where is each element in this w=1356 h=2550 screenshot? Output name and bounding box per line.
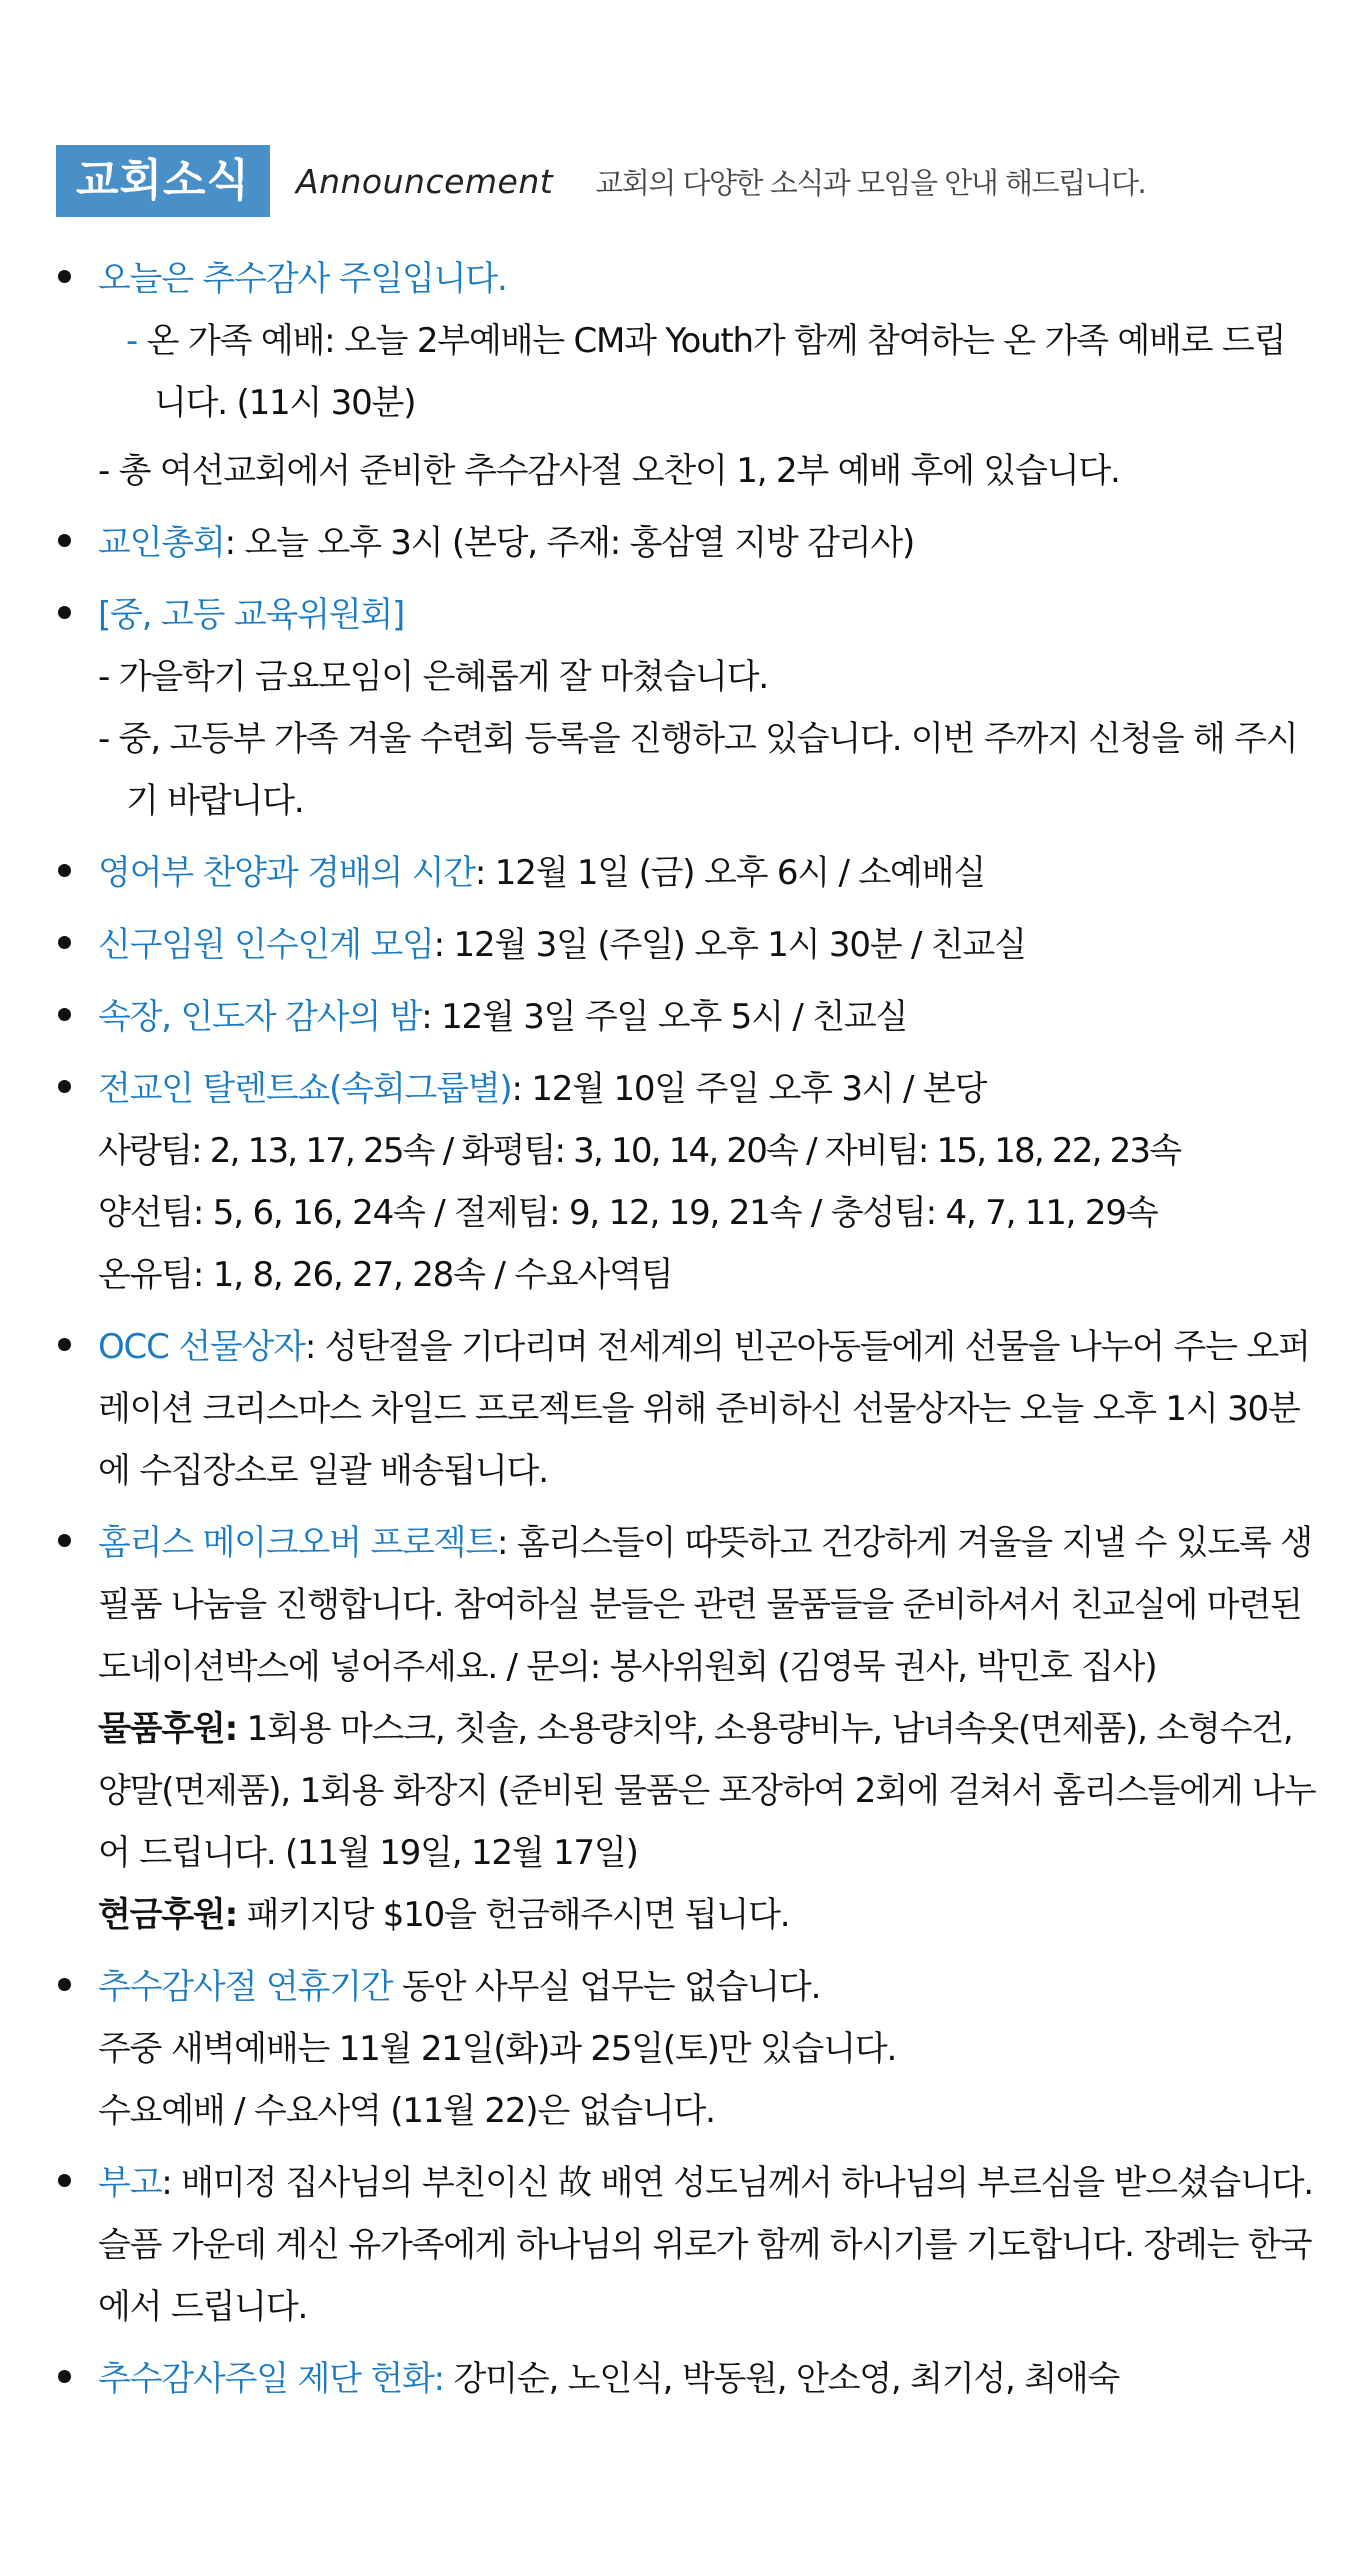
item-title: 추수감사절 연휴기간	[98, 1967, 393, 2007]
item-text: 강미순, 노인식, 박동원, 안소영, 최기성, 최애숙	[443, 2359, 1120, 2399]
item-line	[98, 1058, 1316, 1120]
goods-donation-text: 1회용 마스크, 칫솔, 소용량치약, 소용량비누, 남녀속옷(면제품), 소형수건, 양말(면제품), 1회용 화장지 (준비된 물품은 포장하여 2회에 걸쳐서 홈리스들에게 나누어 드립니다. (11월 19일, 12월 17일)	[98, 1709, 1316, 1873]
announcement-item-leaders-night	[56, 986, 1316, 1048]
item-paragraph	[98, 1512, 1316, 1698]
bullet-icon	[58, 1080, 71, 1093]
item-title: 교인총회	[98, 523, 225, 563]
bullet-icon	[58, 270, 71, 283]
item-text: : 12월 1일 (금) 오후 6시 / 소예배실	[474, 853, 985, 893]
item-text: : 홈리스들이 따뜻하고 건강하게 겨울을 지낼 수 있도록 생필품 나눔을 진행합니다. 참여하실 분들은 관련 물품들을 준비하셔서 친교실에 마련된 도네이션박스에 넣어주세요. / 문의: 봉사위원회 (김영묵 권사, 박민호 집사)	[98, 1523, 1312, 1687]
announcement-item-education-committee	[56, 584, 1316, 832]
announcement-item-english-worship	[56, 842, 1316, 904]
item-text: : 배미정 집사님의 부친이신 故 배연 성도님께서 하나님의 부르심을 받으셨습니다. 슬픔 가운데 계신 유가족에게 하나님의 위로가 함께 하시기를 기도합니다. 장례는 한국에서 드립니다.	[98, 2163, 1314, 2327]
team-list-line: 사랑팀: 2, 13, 17, 25속 / 화평팀: 3, 10, 14, 20속 / 자비팀: 15, 18, 22, 23속	[98, 1131, 1181, 1171]
team-list-line: 양선팀: 5, 6, 16, 24속 / 절제팀: 9, 12, 19, 21속 / 충성팀: 4, 7, 11, 29속	[98, 1193, 1158, 1233]
announcement-item-talent-show	[56, 1058, 1316, 1306]
item-text: : 성탄절을 기다리며 전세계의 빈곤아동들에게 선물을 나누어 주는 오퍼레이션 크리스마스 차일드 프로젝트을 위해 준비하신 선물상자는 오늘 오후 1시 30분에 수집장소로 일괄 배송됩니다.	[98, 1327, 1310, 1491]
announcement-item-general-meeting	[56, 512, 1316, 574]
item-line	[98, 1956, 1316, 2018]
item-line	[98, 842, 1316, 904]
item-line: 주중 새벽예배는 11월 21일(화)과 25일(토)만 있습니다.	[98, 2029, 897, 2069]
team-list-line: 온유팀: 1, 8, 26, 27, 28속 / 수요사역팀	[98, 1255, 673, 1295]
item-title: [중, 고등 교육위원회]	[98, 595, 405, 635]
section-english-title: Announcement	[296, 161, 554, 201]
item-line	[98, 2348, 1316, 2410]
item-title: 신구임원 인수인계 모임	[98, 925, 434, 965]
bullet-icon	[58, 936, 71, 949]
item-paragraph	[98, 2152, 1316, 2338]
item-subline: - 가을학기 금요모임이 은혜롭게 잘 마쳤습니다.	[98, 657, 768, 697]
bullet-icon	[58, 2174, 71, 2187]
bullet-icon	[58, 1008, 71, 1021]
item-line	[98, 914, 1316, 976]
item-title: OCC 선물상자	[98, 1327, 305, 1367]
dash-marker: -	[126, 321, 138, 361]
bullet-icon	[58, 1978, 71, 1991]
item-text: : 12월 10일 주일 오후 3시 / 본당	[511, 1069, 987, 1109]
item-subline-text: 온 가족 예배: 오늘 2부예배는 CM과 Youth가 함께 참여하는 온 가족 예배로 드립니다. (11시 30분)	[137, 321, 1286, 423]
item-line: 수요예배 / 수요사역 (11월 22)은 없습니다.	[98, 2091, 715, 2131]
item-title: 오늘은 추수감사 주일입니다.	[98, 259, 507, 299]
bullet-icon	[58, 1338, 71, 1351]
section-header	[56, 144, 1316, 218]
cash-donation-paragraph	[98, 1884, 1316, 1946]
announcement-item-homeless-makeover	[56, 1512, 1316, 1946]
announcement-list	[56, 248, 1316, 2410]
bullet-icon	[58, 864, 71, 877]
bullet-icon	[58, 1534, 71, 1547]
item-paragraph	[98, 1316, 1316, 1502]
item-subline: - 총 여선교회에서 준비한 추수감사절 오찬이 1, 2부 예배 후에 있습니다.	[98, 451, 1120, 491]
bullet-icon	[58, 606, 71, 619]
announcement-item-altar-flowers	[56, 2348, 1316, 2410]
announcement-item-thanksgiving	[56, 248, 1316, 502]
item-text: : 12월 3일 (주일) 오후 1시 30분 / 친교실	[433, 925, 1026, 965]
goods-donation-paragraph	[98, 1698, 1316, 1884]
item-text: 동안 사무실 업무는 없습니다.	[392, 1967, 821, 2007]
goods-donation-label: 물품후원:	[98, 1709, 237, 1749]
item-title: 전교인 탈렌트쇼(속회그룹별)	[98, 1069, 512, 1109]
announcement-item-officer-handover	[56, 914, 1316, 976]
bullet-icon	[58, 534, 71, 547]
item-title: 추수감사주일 제단 헌화:	[98, 2359, 444, 2399]
section-description: 교회의 다양한 소식과 모임을 안내 해드립니다.	[595, 165, 1146, 200]
item-title: 부고	[98, 2163, 162, 2203]
item-text: : 12월 3일 주일 오후 5시 / 친교실	[421, 997, 908, 1037]
item-text: : 오늘 오후 3시 (본당, 주재: 홍삼열 지방 감리사)	[224, 523, 915, 563]
cash-donation-text: 패키지당 $10을 헌금해주시면 됩니다.	[236, 1895, 790, 1935]
item-subline: - 중, 고등부 가족 겨울 수련회 등록을 진행하고 있습니다. 이번 주까지 신청을 해 주시기 바랍니다.	[98, 719, 1298, 821]
cash-donation-label: 현금후원:	[98, 1895, 237, 1935]
item-title: 영어부 찬양과 경배의 시간	[98, 853, 475, 893]
section-title-badge: 교회소식	[56, 145, 270, 217]
item-title: 홈리스 메이크오버 프로젝트	[98, 1523, 497, 1563]
announcement-item-obituary	[56, 2152, 1316, 2338]
item-subline	[98, 310, 1316, 434]
item-line	[98, 986, 1316, 1048]
announcement-item-holiday-office	[56, 1956, 1316, 2142]
item-line	[98, 512, 1316, 574]
announcement-item-occ-gift-box	[56, 1316, 1316, 1502]
item-title: 속장, 인도자 감사의 밤	[98, 997, 422, 1037]
bullet-icon	[58, 2370, 71, 2383]
